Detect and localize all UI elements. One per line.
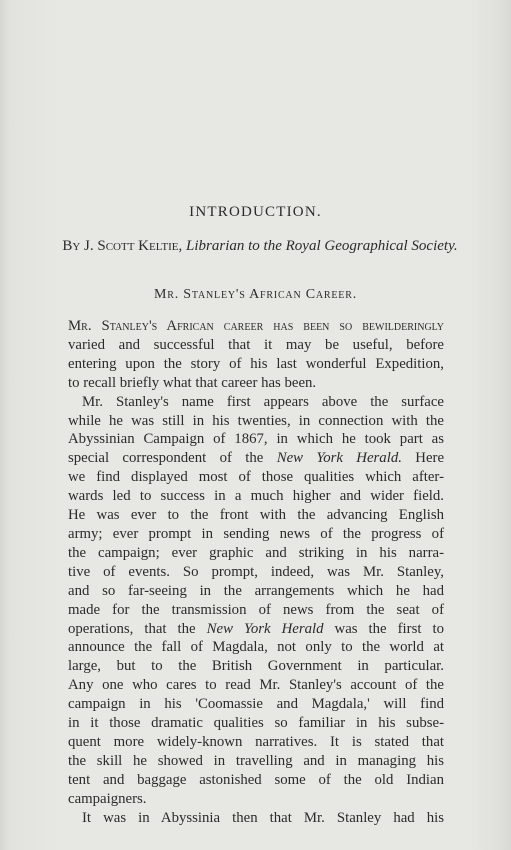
text-line: and so far-seeing in the arrangements which he had xyxy=(68,582,444,599)
text-line: quent more widely-known narratives. It is stated that xyxy=(68,733,444,750)
text-line: large, but to the British Government in particular. xyxy=(68,658,444,675)
text-line: the campaign; ever graphic and striking in his narra- xyxy=(68,544,444,561)
byline-role: Librarian to the Royal Geographical Society. xyxy=(186,238,458,254)
text-line: announce the fall of Magdala, not only to the world at xyxy=(68,639,444,656)
text-line: Any one who cares to read Mr. Stanley's account of the xyxy=(68,677,444,694)
text-line: tive of events. So prompt, indeed, was Mr. Stanley, xyxy=(68,563,444,580)
text-line: to recall briefly what that career has been. xyxy=(68,374,317,391)
text-line: made for the transmission of news from the seat of xyxy=(68,601,444,618)
text-line: Abyssinian Campaign of 1867, in which he took part as xyxy=(68,431,444,448)
text-line: He was ever to the front with the advancing English xyxy=(68,507,444,524)
text-line: we find displayed most of those qualities which after- xyxy=(68,469,444,486)
section-subtitle: Mr. Stanley's African Career. xyxy=(153,287,357,302)
text-line: army; ever prompt in sending news of the progress of xyxy=(68,525,444,542)
text-line: entering upon the story of his last wonderful Expedition, xyxy=(68,355,444,372)
text-line: It was in Abyssinia then that Mr. Stanley had his xyxy=(82,809,444,826)
text-line: campaign in his 'Coomassie and Magdala,' will find xyxy=(68,696,444,713)
text-line: Mr. Stanley's African career has been so bewilderingly xyxy=(68,318,444,334)
text-line: campaigners. xyxy=(68,790,147,807)
text-line: varied and successful that it may be useful, before xyxy=(68,336,444,353)
page-title: INTRODUCTION. xyxy=(189,204,322,220)
byline xyxy=(60,236,460,256)
byline-author: By J. Scott Keltie, xyxy=(62,238,183,254)
text-line: wards led to success in a much higher and wider field. xyxy=(68,488,444,505)
text-line: the skill he showed in travelling and in managing his xyxy=(68,752,444,769)
text-line: operations, that the New York Herald was the first to xyxy=(68,620,444,637)
text-line: in it those dramatic qualities so familiar in his subse- xyxy=(68,715,444,732)
text-line: special correspondent of the New York Herald. Here xyxy=(68,450,445,467)
text-line: Mr. Stanley's name first appears above the surface xyxy=(82,393,444,410)
text-line: tent and baggage astonished some of the old Indian xyxy=(68,771,444,788)
text-line: while he was still in his twenties, in connection with the xyxy=(68,412,444,429)
body-text xyxy=(68,317,444,827)
